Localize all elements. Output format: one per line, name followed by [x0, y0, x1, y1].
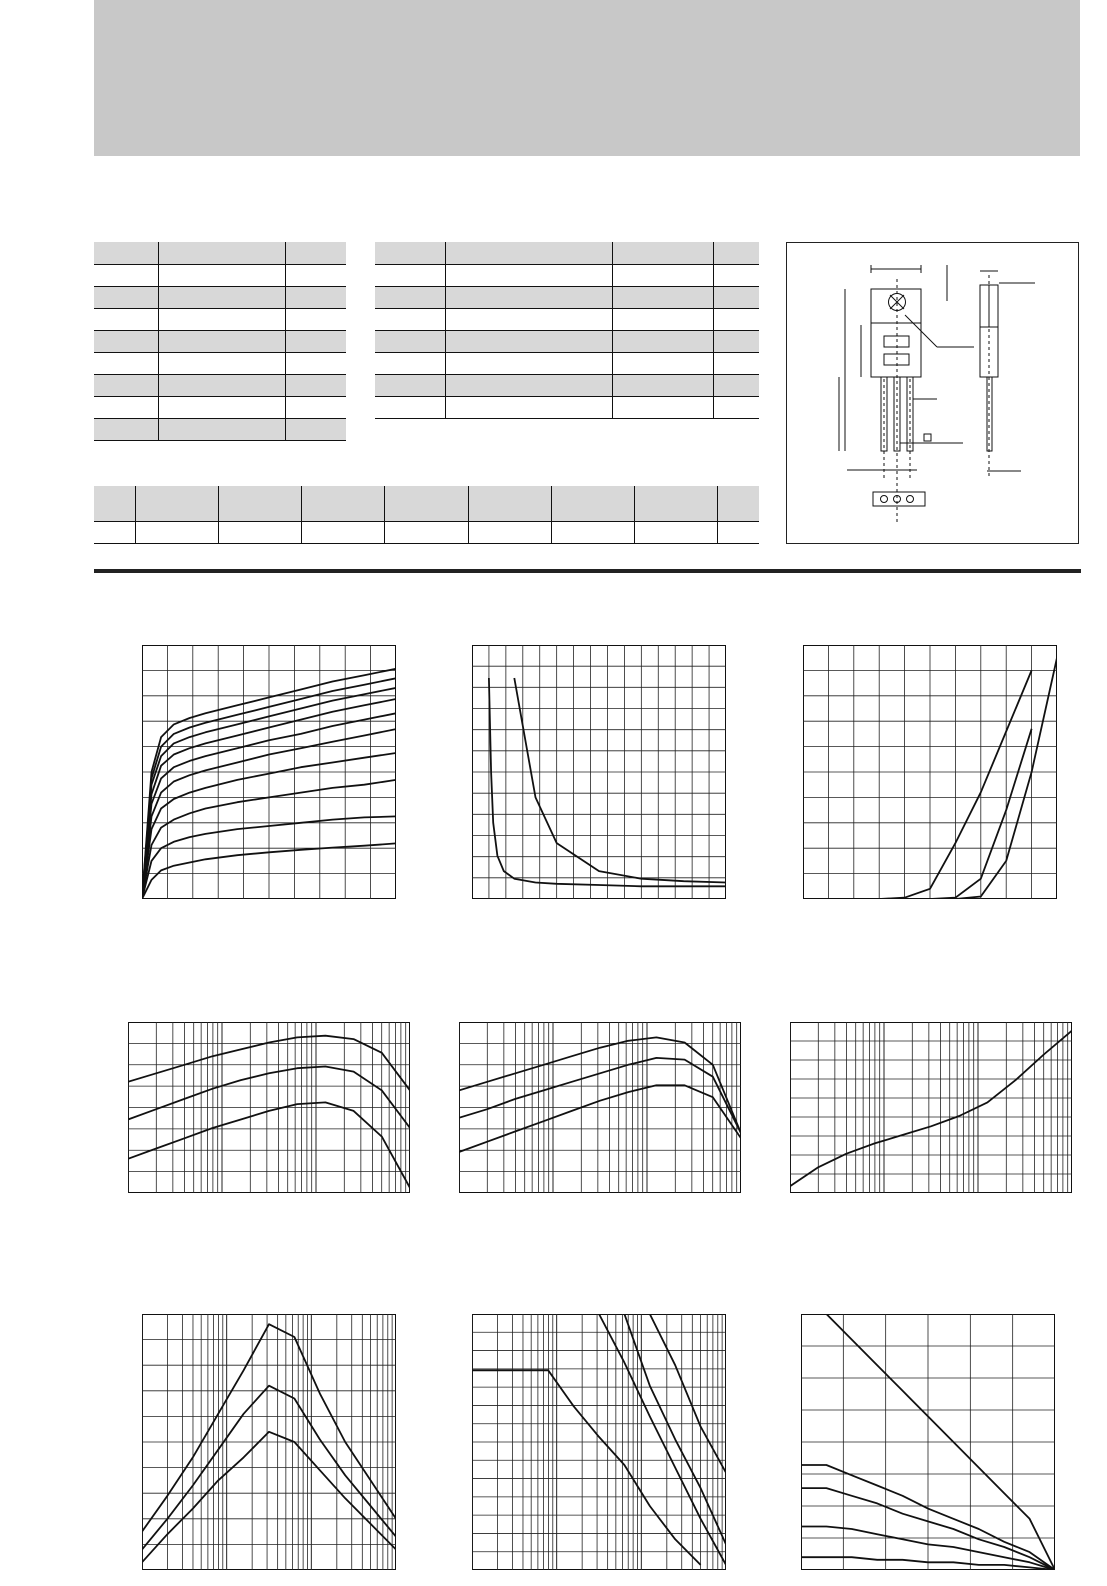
grid — [472, 645, 726, 899]
table-cell — [94, 396, 159, 418]
table-cell — [613, 264, 714, 286]
table-cell — [613, 330, 714, 352]
table-cell — [286, 330, 347, 352]
table-cell — [446, 286, 613, 308]
chart-vce-ib — [472, 645, 726, 899]
table-cell — [375, 264, 446, 286]
table-cell — [94, 264, 159, 286]
dimension-box — [924, 434, 931, 441]
table-cell — [375, 396, 446, 418]
chart-hfe-ic-2 — [459, 1022, 741, 1193]
table-cell — [94, 486, 136, 521]
header-band — [94, 0, 1080, 156]
chart-ic-vce — [142, 645, 396, 899]
chart-ft-ic — [142, 1314, 396, 1570]
chart-plot — [128, 1022, 410, 1193]
chart-plot — [472, 1314, 726, 1570]
grid — [790, 1022, 1072, 1193]
table-cell — [613, 308, 714, 330]
table-cell — [375, 330, 446, 352]
series-line — [128, 1102, 410, 1188]
package-drawing — [787, 243, 1078, 543]
table-cell — [94, 330, 159, 352]
chart-plot — [801, 1314, 1055, 1570]
series-line — [128, 1067, 410, 1129]
table-cell — [94, 242, 159, 264]
table-cell — [446, 330, 613, 352]
table-cell — [302, 486, 385, 521]
table-cell — [94, 352, 159, 374]
table-cell — [286, 418, 347, 440]
series-line — [790, 1031, 1072, 1187]
chart-plot — [459, 1022, 741, 1193]
table-cell — [375, 286, 446, 308]
table-cell — [613, 286, 714, 308]
series-line — [624, 1314, 726, 1544]
series-line — [142, 1432, 396, 1563]
table-cell — [94, 374, 159, 396]
table-cell — [286, 374, 347, 396]
table-cell — [446, 352, 613, 374]
table-cell — [286, 286, 347, 308]
grid — [142, 645, 396, 899]
table-cell — [717, 486, 759, 521]
table-cell — [446, 396, 613, 418]
table-cell — [613, 396, 714, 418]
table-cell — [286, 242, 347, 264]
table-cell — [375, 308, 446, 330]
table-cell — [94, 418, 159, 440]
table-cell — [714, 308, 760, 330]
table-cell — [446, 242, 613, 264]
series-line — [459, 1085, 741, 1152]
series-line — [142, 1324, 396, 1531]
table-cell — [375, 374, 446, 396]
table-cell — [446, 308, 613, 330]
table-cell — [385, 486, 468, 521]
table-cell — [286, 308, 347, 330]
table-cell — [375, 242, 446, 264]
table-cell — [446, 374, 613, 396]
table-cell — [714, 352, 760, 374]
table-cell — [613, 374, 714, 396]
grid — [801, 1314, 1055, 1570]
table-cell — [714, 242, 760, 264]
table-cell — [468, 521, 551, 543]
grid — [472, 1314, 726, 1570]
table-cell — [159, 308, 286, 330]
table-cell — [159, 396, 286, 418]
table-cell — [159, 286, 286, 308]
table-cell — [94, 286, 159, 308]
table-cell — [551, 486, 634, 521]
table-cell — [468, 486, 551, 521]
series-line — [459, 1058, 741, 1133]
table-cell — [94, 308, 159, 330]
table-cell — [446, 264, 613, 286]
table-cell — [302, 521, 385, 543]
table-cell — [286, 264, 347, 286]
chart-plot — [142, 1314, 396, 1570]
table-cell — [286, 396, 347, 418]
table-cell — [551, 521, 634, 543]
grid — [128, 1022, 410, 1193]
table-cell — [159, 374, 286, 396]
chart-plot — [803, 645, 1057, 899]
table-cell — [717, 521, 759, 543]
series-line — [128, 1036, 410, 1091]
max-ratings-table — [94, 242, 346, 441]
section-divider — [94, 569, 1081, 573]
chart-plot — [142, 645, 396, 899]
series-line — [472, 1370, 701, 1565]
chart-hfe-ic-1 — [128, 1022, 410, 1193]
table-cell — [385, 521, 468, 543]
table-cell — [714, 330, 760, 352]
series-line — [459, 1037, 741, 1133]
table-cell — [714, 374, 760, 396]
table-cell — [714, 264, 760, 286]
chart-vcesat-ic — [790, 1022, 1072, 1193]
table-cell — [136, 521, 219, 543]
series-line — [803, 670, 1032, 899]
table-cell — [613, 352, 714, 374]
table-cell — [159, 264, 286, 286]
grid — [142, 1314, 396, 1570]
table-cell — [613, 242, 714, 264]
table-cell — [159, 418, 286, 440]
package-outline-box — [786, 242, 1079, 544]
chart-plot — [472, 645, 726, 899]
table-cell — [286, 352, 347, 374]
table-cell — [714, 286, 760, 308]
table-cell — [159, 352, 286, 374]
table-cell — [714, 396, 760, 418]
table-cell — [219, 521, 302, 543]
table-cell — [375, 352, 446, 374]
hfe-rank-table — [94, 486, 759, 544]
electrical-characteristics-table — [375, 242, 759, 419]
table-cell — [634, 486, 717, 521]
chart-safe-operating-area — [472, 1314, 726, 1570]
table-cell — [94, 521, 136, 543]
table-cell — [634, 521, 717, 543]
table-cell — [219, 486, 302, 521]
chart-pc-ta-derating — [801, 1314, 1055, 1570]
package-body — [871, 289, 921, 377]
table-cell — [159, 242, 286, 264]
chart-ic-vbe — [803, 645, 1057, 899]
series-line — [650, 1314, 726, 1473]
table-cell — [136, 486, 219, 521]
chart-plot — [790, 1022, 1072, 1193]
table-cell — [159, 330, 286, 352]
